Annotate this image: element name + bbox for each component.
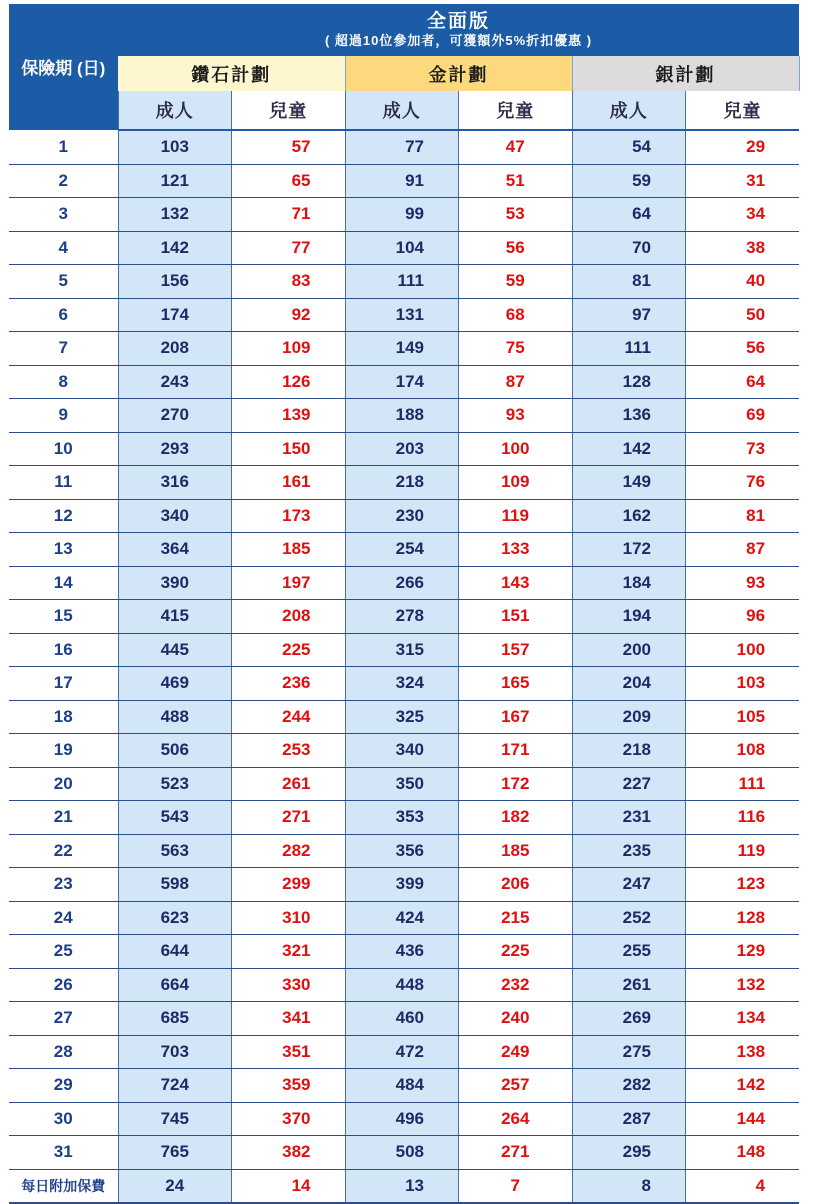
cell-silver-adult: 70 [572, 231, 686, 265]
cell-diamond-child: 185 [232, 533, 346, 567]
day-cell: 17 [9, 667, 118, 701]
cell-diamond-adult: 132 [118, 198, 232, 232]
cell-diamond-child: 92 [232, 298, 346, 332]
cell-gold-child: 232 [459, 968, 573, 1002]
cell-gold-child: 59 [459, 265, 573, 299]
cell-silver-adult: 81 [572, 265, 686, 299]
cell-silver-adult: 261 [572, 968, 686, 1002]
cell-silver-adult: 172 [572, 533, 686, 567]
table-row [9, 968, 799, 1002]
title-text: 全面版 [427, 11, 491, 32]
day-cell: 10 [9, 432, 118, 466]
cell-gold-adult: 325 [345, 700, 459, 734]
table-row [9, 1136, 799, 1170]
plan-header-silver: 銀計劃 [572, 56, 799, 91]
cell-gold-adult: 104 [345, 231, 459, 265]
cell-gold-adult: 353 [345, 801, 459, 835]
cell-silver-adult: 128 [572, 365, 686, 399]
cell-silver-child: 87 [686, 533, 800, 567]
cell-silver-adult: 235 [572, 834, 686, 868]
cell-diamond-child: 139 [232, 399, 346, 433]
cell-gold-adult: 278 [345, 600, 459, 634]
cell-silver-child: 40 [686, 265, 800, 299]
cell-gold-child: 264 [459, 1102, 573, 1136]
table-row [9, 767, 799, 801]
plan-header-diamond: 鑽石計劃 [118, 56, 345, 91]
day-cell: 21 [9, 801, 118, 835]
cell-gold-adult: 13 [345, 1169, 459, 1203]
cell-silver-adult: 282 [572, 1069, 686, 1103]
cell-silver-adult: 247 [572, 868, 686, 902]
table-row [9, 533, 799, 567]
cell-silver-child: 119 [686, 834, 800, 868]
cell-gold-child: 133 [459, 533, 573, 567]
cell-diamond-adult: 469 [118, 667, 232, 701]
premium-table [9, 4, 800, 1204]
day-cell: 18 [9, 700, 118, 734]
cell-silver-child: 50 [686, 298, 800, 332]
cell-diamond-adult: 364 [118, 533, 232, 567]
cell-silver-adult: 97 [572, 298, 686, 332]
cell-silver-child: 96 [686, 600, 800, 634]
cell-diamond-adult: 523 [118, 767, 232, 801]
cell-diamond-child: 109 [232, 332, 346, 366]
cell-gold-child: 56 [459, 231, 573, 265]
table-row [9, 1069, 799, 1103]
cell-diamond-child: 253 [232, 734, 346, 768]
cell-silver-adult: 162 [572, 499, 686, 533]
cell-silver-child: 123 [686, 868, 800, 902]
cell-gold-adult: 399 [345, 868, 459, 902]
cell-diamond-child: 83 [232, 265, 346, 299]
cell-gold-child: 185 [459, 834, 573, 868]
cell-silver-child: 142 [686, 1069, 800, 1103]
day-cell: 31 [9, 1136, 118, 1170]
cell-diamond-child: 150 [232, 432, 346, 466]
cell-gold-child: 172 [459, 767, 573, 801]
cell-silver-child: 56 [686, 332, 800, 366]
cell-diamond-adult: 270 [118, 399, 232, 433]
table-row [9, 164, 799, 198]
table-row [9, 1102, 799, 1136]
cell-silver-child: 34 [686, 198, 800, 232]
cell-gold-child: 7 [459, 1169, 573, 1203]
cell-gold-child: 257 [459, 1069, 573, 1103]
cell-diamond-adult: 316 [118, 466, 232, 500]
period-header: 保險期 (日) [9, 4, 118, 130]
cell-gold-adult: 484 [345, 1069, 459, 1103]
cell-silver-adult: 149 [572, 466, 686, 500]
table-row [9, 667, 799, 701]
cell-diamond-adult: 724 [118, 1069, 232, 1103]
sub-header-silver-adult: 成人 [572, 91, 686, 130]
table-row [9, 466, 799, 500]
day-cell: 28 [9, 1035, 118, 1069]
cell-diamond-child: 57 [232, 130, 346, 164]
cell-silver-adult: 269 [572, 1002, 686, 1036]
cell-gold-adult: 218 [345, 466, 459, 500]
cell-diamond-child: 271 [232, 801, 346, 835]
cell-gold-adult: 149 [345, 332, 459, 366]
cell-gold-adult: 508 [345, 1136, 459, 1170]
cell-silver-adult: 8 [572, 1169, 686, 1203]
cell-gold-adult: 340 [345, 734, 459, 768]
cell-gold-child: 171 [459, 734, 573, 768]
cell-silver-adult: 209 [572, 700, 686, 734]
cell-diamond-adult: 765 [118, 1136, 232, 1170]
cell-silver-child: 100 [686, 633, 800, 667]
cell-diamond-child: 225 [232, 633, 346, 667]
cell-gold-child: 75 [459, 332, 573, 366]
cell-gold-adult: 460 [345, 1002, 459, 1036]
day-cell: 19 [9, 734, 118, 768]
cell-gold-adult: 472 [345, 1035, 459, 1069]
table-row [9, 1035, 799, 1069]
table-row [9, 633, 799, 667]
day-cell: 2 [9, 164, 118, 198]
table-row [9, 734, 799, 768]
cell-gold-child: 249 [459, 1035, 573, 1069]
day-cell: 26 [9, 968, 118, 1002]
sub-header-silver-child: 兒童 [686, 91, 800, 130]
day-cell: 6 [9, 298, 118, 332]
cell-silver-child: 129 [686, 935, 800, 969]
cell-gold-child: 68 [459, 298, 573, 332]
cell-gold-adult: 356 [345, 834, 459, 868]
cell-silver-child: 93 [686, 566, 800, 600]
cell-silver-child: 132 [686, 968, 800, 1002]
table-row [9, 432, 799, 466]
cell-gold-child: 100 [459, 432, 573, 466]
table-row [9, 1002, 799, 1036]
table-row [9, 566, 799, 600]
day-cell: 22 [9, 834, 118, 868]
cell-silver-child: 148 [686, 1136, 800, 1170]
cell-diamond-adult: 103 [118, 130, 232, 164]
day-cell: 9 [9, 399, 118, 433]
cell-silver-child: 31 [686, 164, 800, 198]
cell-silver-child: 81 [686, 499, 800, 533]
cell-gold-adult: 77 [345, 130, 459, 164]
cell-gold-child: 182 [459, 801, 573, 835]
extra-premium-row [9, 1169, 799, 1203]
cell-silver-child: 144 [686, 1102, 800, 1136]
day-cell: 3 [9, 198, 118, 232]
cell-gold-adult: 436 [345, 935, 459, 969]
cell-silver-child: 116 [686, 801, 800, 835]
extra-premium-label: 每日附加保費 [9, 1169, 118, 1203]
cell-gold-child: 151 [459, 600, 573, 634]
cell-diamond-adult: 703 [118, 1035, 232, 1069]
cell-gold-adult: 315 [345, 633, 459, 667]
cell-diamond-child: 77 [232, 231, 346, 265]
cell-silver-adult: 200 [572, 633, 686, 667]
cell-diamond-adult: 340 [118, 499, 232, 533]
cell-silver-child: 103 [686, 667, 800, 701]
day-cell: 4 [9, 231, 118, 265]
cell-silver-child: 69 [686, 399, 800, 433]
cell-diamond-adult: 243 [118, 365, 232, 399]
cell-diamond-adult: 293 [118, 432, 232, 466]
table-row [9, 834, 799, 868]
cell-silver-child: 111 [686, 767, 800, 801]
cell-diamond-adult: 488 [118, 700, 232, 734]
cell-diamond-child: 370 [232, 1102, 346, 1136]
cell-diamond-child: 261 [232, 767, 346, 801]
cell-silver-child: 108 [686, 734, 800, 768]
cell-gold-child: 47 [459, 130, 573, 164]
cell-silver-child: 73 [686, 432, 800, 466]
cell-diamond-child: 173 [232, 499, 346, 533]
day-cell: 27 [9, 1002, 118, 1036]
cell-silver-adult: 54 [572, 130, 686, 164]
day-cell: 25 [9, 935, 118, 969]
cell-silver-adult: 111 [572, 332, 686, 366]
sub-header-gold-adult: 成人 [345, 91, 459, 130]
cell-silver-adult: 227 [572, 767, 686, 801]
cell-gold-adult: 350 [345, 767, 459, 801]
cell-diamond-child: 161 [232, 466, 346, 500]
table-title [118, 4, 799, 56]
cell-diamond-child: 244 [232, 700, 346, 734]
cell-gold-adult: 188 [345, 399, 459, 433]
cell-diamond-child: 382 [232, 1136, 346, 1170]
cell-silver-adult: 142 [572, 432, 686, 466]
day-cell: 30 [9, 1102, 118, 1136]
table-row [9, 700, 799, 734]
day-cell: 5 [9, 265, 118, 299]
cell-gold-adult: 324 [345, 667, 459, 701]
cell-diamond-adult: 506 [118, 734, 232, 768]
day-cell: 7 [9, 332, 118, 366]
cell-gold-adult: 424 [345, 901, 459, 935]
table-row [9, 198, 799, 232]
cell-gold-adult: 266 [345, 566, 459, 600]
table-row [9, 499, 799, 533]
cell-silver-child: 38 [686, 231, 800, 265]
cell-diamond-child: 71 [232, 198, 346, 232]
cell-silver-adult: 218 [572, 734, 686, 768]
cell-silver-child: 4 [686, 1169, 800, 1203]
cell-diamond-adult: 685 [118, 1002, 232, 1036]
cell-silver-child: 64 [686, 365, 800, 399]
cell-diamond-adult: 644 [118, 935, 232, 969]
cell-silver-adult: 184 [572, 566, 686, 600]
cell-silver-child: 105 [686, 700, 800, 734]
cell-silver-adult: 64 [572, 198, 686, 232]
cell-gold-child: 225 [459, 935, 573, 969]
cell-diamond-child: 126 [232, 365, 346, 399]
day-cell: 24 [9, 901, 118, 935]
cell-gold-adult: 111 [345, 265, 459, 299]
day-cell: 8 [9, 365, 118, 399]
cell-diamond-adult: 142 [118, 231, 232, 265]
table-row [9, 600, 799, 634]
cell-silver-child: 128 [686, 901, 800, 935]
cell-diamond-adult: 156 [118, 265, 232, 299]
cell-diamond-child: 282 [232, 834, 346, 868]
table-row [9, 801, 799, 835]
cell-gold-adult: 254 [345, 533, 459, 567]
cell-gold-adult: 496 [345, 1102, 459, 1136]
cell-gold-child: 157 [459, 633, 573, 667]
cell-gold-adult: 99 [345, 198, 459, 232]
cell-gold-adult: 230 [345, 499, 459, 533]
cell-gold-child: 51 [459, 164, 573, 198]
cell-diamond-adult: 543 [118, 801, 232, 835]
day-cell: 15 [9, 600, 118, 634]
cell-silver-adult: 255 [572, 935, 686, 969]
cell-diamond-adult: 563 [118, 834, 232, 868]
table-row [9, 868, 799, 902]
sub-header-diamond-child: 兒童 [232, 91, 346, 130]
cell-silver-child: 76 [686, 466, 800, 500]
cell-gold-child: 215 [459, 901, 573, 935]
cell-diamond-child: 359 [232, 1069, 346, 1103]
cell-diamond-child: 321 [232, 935, 346, 969]
cell-diamond-adult: 415 [118, 600, 232, 634]
cell-silver-child: 138 [686, 1035, 800, 1069]
cell-diamond-adult: 121 [118, 164, 232, 198]
cell-gold-adult: 174 [345, 365, 459, 399]
day-cell: 29 [9, 1069, 118, 1103]
cell-gold-child: 109 [459, 466, 573, 500]
cell-diamond-adult: 174 [118, 298, 232, 332]
cell-gold-child: 206 [459, 868, 573, 902]
cell-silver-adult: 136 [572, 399, 686, 433]
cell-diamond-child: 236 [232, 667, 346, 701]
table-body [9, 130, 799, 1203]
cell-silver-adult: 287 [572, 1102, 686, 1136]
cell-silver-adult: 295 [572, 1136, 686, 1170]
cell-silver-adult: 275 [572, 1035, 686, 1069]
table-row [9, 265, 799, 299]
cell-silver-adult: 194 [572, 600, 686, 634]
table-row [9, 935, 799, 969]
cell-gold-child: 165 [459, 667, 573, 701]
cell-silver-adult: 252 [572, 901, 686, 935]
cell-diamond-adult: 208 [118, 332, 232, 366]
cell-gold-child: 271 [459, 1136, 573, 1170]
cell-silver-adult: 231 [572, 801, 686, 835]
table-row [9, 332, 799, 366]
cell-diamond-child: 351 [232, 1035, 346, 1069]
table-row [9, 298, 799, 332]
table-row [9, 365, 799, 399]
cell-diamond-child: 65 [232, 164, 346, 198]
cell-silver-child: 29 [686, 130, 800, 164]
cell-gold-child: 119 [459, 499, 573, 533]
cell-diamond-adult: 445 [118, 633, 232, 667]
day-cell: 23 [9, 868, 118, 902]
cell-diamond-child: 197 [232, 566, 346, 600]
cell-diamond-child: 14 [232, 1169, 346, 1203]
day-cell: 13 [9, 533, 118, 567]
cell-gold-adult: 131 [345, 298, 459, 332]
sub-header-gold-child: 兒童 [459, 91, 573, 130]
cell-gold-child: 143 [459, 566, 573, 600]
day-cell: 1 [9, 130, 118, 164]
cell-gold-adult: 448 [345, 968, 459, 1002]
cell-silver-child: 134 [686, 1002, 800, 1036]
cell-gold-adult: 91 [345, 164, 459, 198]
table-row [9, 130, 799, 164]
cell-diamond-adult: 598 [118, 868, 232, 902]
cell-diamond-adult: 664 [118, 968, 232, 1002]
table-row [9, 399, 799, 433]
subtitle-text: ( 超過10位參加者，可獲額外5%折扣優惠 ) [324, 33, 593, 48]
cell-diamond-child: 330 [232, 968, 346, 1002]
cell-diamond-child: 208 [232, 600, 346, 634]
day-cell: 14 [9, 566, 118, 600]
table-row [9, 231, 799, 265]
cell-diamond-child: 299 [232, 868, 346, 902]
cell-diamond-adult: 623 [118, 901, 232, 935]
cell-diamond-adult: 24 [118, 1169, 232, 1203]
cell-diamond-adult: 745 [118, 1102, 232, 1136]
cell-gold-child: 93 [459, 399, 573, 433]
day-cell: 11 [9, 466, 118, 500]
cell-diamond-child: 310 [232, 901, 346, 935]
cell-diamond-adult: 390 [118, 566, 232, 600]
cell-gold-child: 240 [459, 1002, 573, 1036]
cell-diamond-child: 341 [232, 1002, 346, 1036]
table-row [9, 901, 799, 935]
cell-gold-child: 53 [459, 198, 573, 232]
cell-gold-child: 87 [459, 365, 573, 399]
day-cell: 20 [9, 767, 118, 801]
day-cell: 12 [9, 499, 118, 533]
cell-silver-adult: 204 [572, 667, 686, 701]
cell-gold-child: 167 [459, 700, 573, 734]
sub-header-diamond-adult: 成人 [118, 91, 232, 130]
day-cell: 16 [9, 633, 118, 667]
cell-silver-adult: 59 [572, 164, 686, 198]
cell-gold-adult: 203 [345, 432, 459, 466]
plan-header-gold: 金計劃 [345, 56, 572, 91]
